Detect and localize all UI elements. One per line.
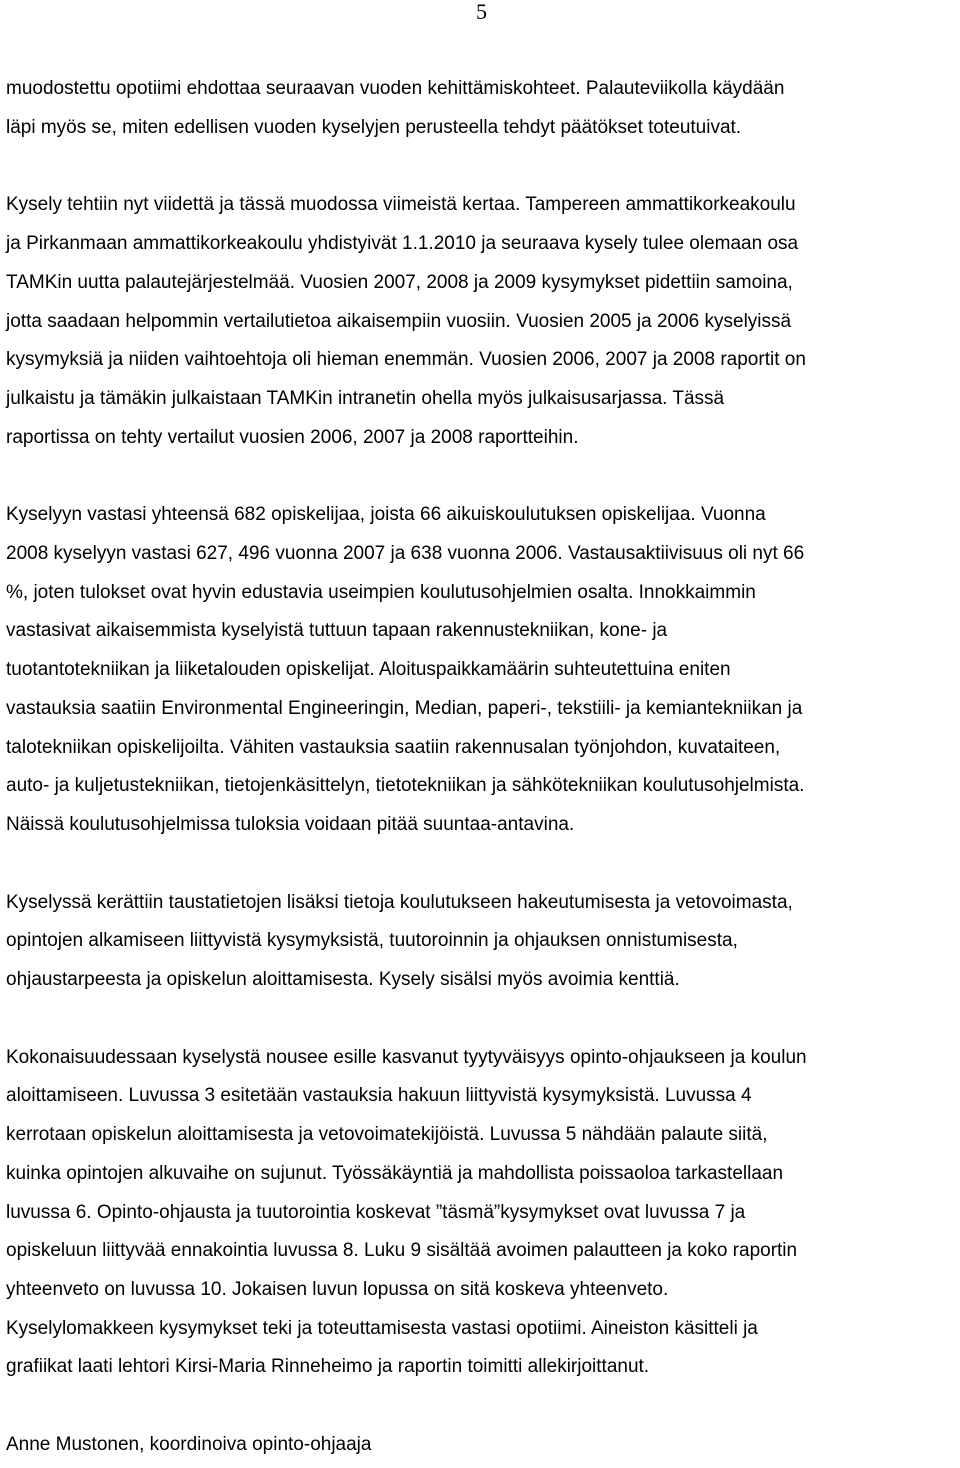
- text-line: opiskeluun liittyvää ennakointia luvussa 8. Luku 9 sisältää avoimen palautteen ja koko raportin: [6, 1240, 798, 1262]
- paragraph-spacer: [6, 1387, 958, 1426]
- text-line: tuotantotekniikan ja liiketalouden opiskelijat. Aloituspaikkamäärin suhteutettuina eniten: [6, 659, 731, 681]
- text-line: TAMKin uutta palautejärjestelmää. Vuosien 2007, 2008 ja 2009 kysymykset pidettiin samoina,: [6, 271, 793, 293]
- text-line: aloittamiseen. Luvussa 3 esitetään vastauksia hakuun liittyvistä kysymyksistä. Luvussa 4: [6, 1085, 752, 1107]
- paragraph-spacer: [6, 1000, 958, 1039]
- text-line: Kysely tehtiin nyt viidettä ja tässä muodossa viimeistä kertaa. Tampereen ammattikorkeakoulu: [6, 194, 796, 216]
- paragraph-4: [6, 884, 958, 1000]
- paragraph-spacer: [6, 845, 958, 884]
- text-line: kysymyksiä ja niiden vaihtoehtoja oli hieman enemmän. Vuosien 2006, 2007 ja 2008 raportit on: [6, 349, 806, 371]
- text-line: vastasivat aikaisemmista kyselyistä tuttuun tapaan rakennustekniikan, kone- ja: [6, 620, 668, 642]
- paragraph-spacer: [6, 147, 958, 186]
- text-line: läpi myös se, miten edellisen vuoden kyselyjen perusteella tehdyt päätökset toteutuivat.: [6, 116, 742, 138]
- text-line: Kokonaisuudessaan kyselystä nousee esille kasvanut tyytyväisyys opinto-ohjaukseen ja koulun: [6, 1046, 807, 1068]
- text-line: opintojen alkamiseen liittyvistä kysymyksistä, tuutoroinnin ja ohjauksen onnistumisesta,: [6, 930, 738, 952]
- text-line: Kyselyyn vastasi yhteensä 682 opiskelijaa, joista 66 aikuiskoulutuksen opiskelijaa. Vuonna: [6, 504, 766, 526]
- text-line: Näissä koulutusohjelmissa tuloksia voidaan pitää suuntaa-antavina.: [6, 813, 575, 835]
- paragraph-3: [6, 496, 958, 844]
- text-line: vastauksia saatiin Environmental Engineeringin, Median, paperi-, tekstiili- ja kemiantekniikan ja: [6, 697, 803, 719]
- paragraph-spacer: [6, 457, 958, 496]
- paragraph-2: [6, 186, 958, 457]
- text-line: auto- ja kuljetustekniikan, tietojenkäsittelyn, tietotekniikan ja sähkötekniikan koulutusohjelmista.: [6, 775, 805, 797]
- text-line: kerrotaan opiskelun aloittamisesta ja vetovoimatekijöistä. Luvussa 5 nähdään palaute siitä,: [6, 1124, 768, 1146]
- text-line: muodostettu opotiimi ehdottaa seuraavan vuoden kehittämiskohteet. Palauteviikolla käydään: [6, 78, 785, 99]
- text-line: talotekniikan opiskelijoilta. Vähiten vastauksia saatiin rakennusalan työnjohdon, kuvataiteen,: [6, 736, 781, 758]
- document-body: [6, 70, 958, 1465]
- text-line: Kyselylomakkeen kysymykset teki ja toteuttamisesta vastasi opotiimi. Aineiston käsitteli ja: [6, 1317, 758, 1339]
- paragraph-5: [6, 1039, 958, 1387]
- text-line: %, joten tulokset ovat hyvin edustavia useimpien koulutusohjelmien osalta. Innokkaimmin: [6, 581, 756, 603]
- paragraph-1: [6, 70, 958, 147]
- signature: Anne Mustonen, koordinoiva opinto-ohjaaja: [6, 1434, 372, 1456]
- text-line: ohjaustarpeesta ja opiskelun aloittamisesta. Kysely sisälsi myös avoimia kenttiä.: [6, 969, 680, 991]
- text-line: Kyselyssä kerättiin taustatietojen lisäksi tietoja koulutukseen hakeutumisesta ja vetovoimasta,: [6, 891, 793, 913]
- text-line: jotta saadaan helpommin vertailutietoa aikaisempiin vuosiin. Vuosien 2005 ja 2006 kyselyissä: [6, 310, 792, 332]
- page-number: 5: [476, 0, 487, 24]
- text-line: yhteenveto on luvussa 10. Jokaisen luvun lopussa on sitä koskeva yhteenveto.: [6, 1278, 669, 1300]
- text-line: grafiikat laati lehtori Kirsi-Maria Rinneheimo ja raportin toimitti allekirjoittanut.: [6, 1356, 650, 1378]
- text-line: raportissa on tehty vertailut vuosien 2006, 2007 ja 2008 raportteihin.: [6, 426, 579, 448]
- text-line: luvussa 6. Opinto-ohjausta ja tuutorointia koskevat ”täsmä”kysymykset ovat luvussa 7 ja: [6, 1201, 746, 1223]
- text-line: ja Pirkanmaan ammattikorkeakoulu yhdistyivät 1.1.2010 ja seuraava kysely tulee olemaan osa: [6, 233, 799, 255]
- text-line: julkaistu ja tämäkin julkaistaan TAMKin intranetin ohella myös julkaisusarjassa. Tässä: [6, 387, 725, 409]
- text-line: 2008 kyselyyn vastasi 627, 496 vuonna 2007 ja 638 vuonna 2006. Vastausaktiivisuus oli nyt 66: [6, 543, 805, 565]
- text-line: kuinka opintojen alkuvaihe on sujunut. Työssäkäyntiä ja mahdollista poissaoloa tarkastellaan: [6, 1162, 784, 1184]
